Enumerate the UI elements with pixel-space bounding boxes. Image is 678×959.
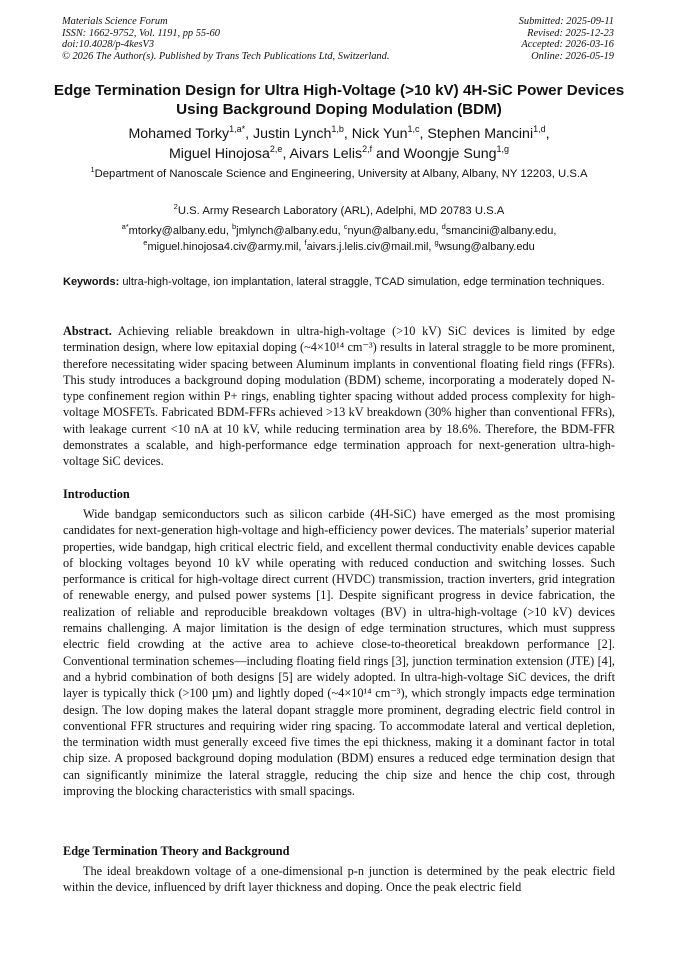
author-name: Nick Yun: [351, 126, 408, 142]
affiliation-superscript: 1: [90, 165, 95, 174]
author-separator: and: [372, 146, 404, 162]
email-link[interactable]: mtorky@albany.edu,: [128, 225, 232, 237]
paper-title: Edge Termination Design for Ultra High-Voltage (>10 kV) 4H-SiC Power Devices Using Background Doping Modulation (BDM): [53, 82, 625, 118]
section-heading-introduction: Introduction: [63, 487, 130, 501]
email-link[interactable]: miguel.hinojosa4.civ@army.mil,: [147, 240, 305, 253]
author-superscript: 1,b: [331, 124, 344, 134]
revised-date: Revised: 2025-12-23: [527, 27, 614, 39]
email-superscript: a*: [121, 222, 129, 231]
email-superscript: c: [343, 222, 348, 231]
author-emails: [60, 224, 618, 255]
email-superscript: e: [143, 237, 148, 247]
email-superscript: f: [304, 237, 307, 247]
theory-body: [63, 863, 615, 896]
author-separator: ,: [282, 146, 290, 162]
author-name: Stephen Mancini: [427, 126, 534, 142]
keywords: [63, 275, 615, 290]
issn-volume: ISSN: 1662-9752, Vol. 1191, pp 55-60: [62, 27, 220, 39]
author-name: Justin Lynch: [253, 126, 332, 142]
email-superscript: g: [434, 237, 439, 247]
author-name: Woongje Sung: [403, 146, 497, 162]
publication-dates: [414, 16, 614, 62]
author-list: [60, 124, 618, 164]
accepted-date: Accepted: 2026-03-16: [521, 39, 614, 51]
publication-info: [62, 16, 462, 62]
author-superscript: 2,f: [362, 144, 373, 154]
author-superscript: 1,g: [496, 144, 510, 154]
affiliation-superscript: 2: [173, 202, 178, 211]
online-date: Online: 2026-05-19: [531, 50, 614, 62]
email-link[interactable]: nyun@albany.edu,: [347, 225, 442, 237]
author-superscript: 1,c: [407, 124, 420, 134]
author-separator: ,: [419, 126, 428, 142]
affiliation-2: [70, 203, 608, 219]
email-superscript: d: [441, 222, 446, 231]
affiliation-1: [70, 166, 608, 182]
theory-paragraph: The ideal breakdown voltage of a one-dimensional p-n junction is determined by the peak electric field within the device, influenced by drift layer thickness and doping. Once the peak electric field: [63, 864, 615, 895]
author-superscript: 1,d: [533, 124, 546, 134]
author-name: Mohamed Torky: [128, 126, 230, 142]
abstract-label: Abstract.: [63, 324, 112, 338]
author-separator: ,: [245, 126, 254, 142]
author-superscript: 2,e: [269, 144, 283, 154]
author-name: Aivars Lelis: [289, 146, 363, 162]
journal-name: Materials Science Forum: [62, 16, 168, 27]
section-heading-theory: Edge Termination Theory and Background: [63, 844, 290, 858]
affiliation-text: U.S. Army Research Laboratory (ARL), Adelphi, MD 20783 U.S.A: [177, 205, 505, 217]
affiliation-text: Department of Nanoscale Science and Engineering, University at Albany, Albany, NY 12203, U.S.A: [94, 168, 588, 180]
keywords-text: ultra-high-voltage, ion implantation, lateral straggle, TCAD simulation, edge termination techniques.: [122, 276, 605, 288]
author-separator: ,: [343, 126, 352, 142]
copyright-notice: © 2026 The Author(s). Published by Trans Tech Publications Ltd, Switzerland.: [62, 50, 390, 62]
email-link[interactable]: wsung@albany.edu: [438, 240, 535, 253]
author-superscript: 1,a*: [229, 124, 246, 134]
doi[interactable]: doi:10.4028/p-4kesV3: [62, 39, 155, 51]
abstract-text: Achieving reliable breakdown in ultra-high-voltage (>10 kV) SiC devices is limited by edge termination design, where low epitaxial doping (~4×10¹⁴ cm⁻³) results in lateral straggle to be more prominent, therefore necessitating wider spacing between Aluminum implants in conventional floating field rings (FFRs). This study introduces a background doping modulation (BDM) scheme, incorporating a moderately doped N-type confinement region within P+ rings, enabling tighter spacing without added process complexity for high-voltage MOSFETs. Fabricated BDM-FFRs achieved >13 kV breakdown (30% higher than conventional FFRs), with leakage current <10 nA at 10 kV, while reducing termination area by 18.6%. Therefore, the BDM-FFR demonstrates a scalable, and high-performance edge termination approach for next-generation ultra-high-voltage SiC devices.: [63, 324, 615, 469]
submitted-date: Submitted: 2025-09-11: [518, 16, 614, 27]
introduction-body: [63, 506, 615, 799]
introduction-paragraph: Wide bandgap semiconductors such as silicon carbide (4H-SiC) have emerged as the most promising candidates for next-generation high-voltage and high-efficiency power devices. The materials’ superior material properties, wide bandgap, high critical electric field, and excellent thermal conductivity enable devices capable of blocking voltages beyond 10 kV while operating with reduced conduction and switching losses. Such performance is critical for high-voltage direct current (HVDC) transmission, traction inverters, grid integration of renewable energy, and pulsed power systems [1]. Despite significant progress in device fabrication, the realization of reliable and reproducible breakdown voltages (BV) in ultra-high-voltage (>10 kV) devices remains challenging. A major limitation is the design of edge termination structures, which must suppress electric field crowding at the active area to achieve close-to-theoretical breakdown performance [2]. Conventional termination schemes—including floating field rings [3], junction termination extension (JTE) [4], and a hybrid combination of both designs [5] are widely adopted. In ultra-high-voltage SiC devices, the drift layer is typically thick (>100 µm) and lightly doped (~4×10¹⁴ cm⁻³), which strongly impacts edge termination design. The low doping makes the lateral dopant straggle more prominent, degrading electric field control in conventional FFR structures and requiring wider ring spacing. To accommodate lateral and vertical depletion, the termination width must generally exceed five times the epi thickness, making it a dominant factor in total chip size. A proposed background doping modulation (BDM) ensures a reduced edge termination design that can significantly minimize the lateral straggle, reducing the chip size and hence the chip cost, through improving the blocking characteristics with small spacings.: [63, 507, 615, 799]
email-link[interactable]: aivars.j.lelis.civ@mail.mil,: [306, 240, 435, 253]
email-link[interactable]: jmlynch@albany.edu,: [236, 225, 344, 237]
email-superscript: b: [231, 222, 237, 231]
author-name: Miguel Hinojosa: [168, 146, 270, 162]
keywords-label: Keywords:: [63, 276, 120, 288]
email-link[interactable]: smancini@albany.edu,: [445, 225, 557, 237]
author-separator: ,: [545, 126, 550, 142]
abstract: [63, 323, 615, 470]
